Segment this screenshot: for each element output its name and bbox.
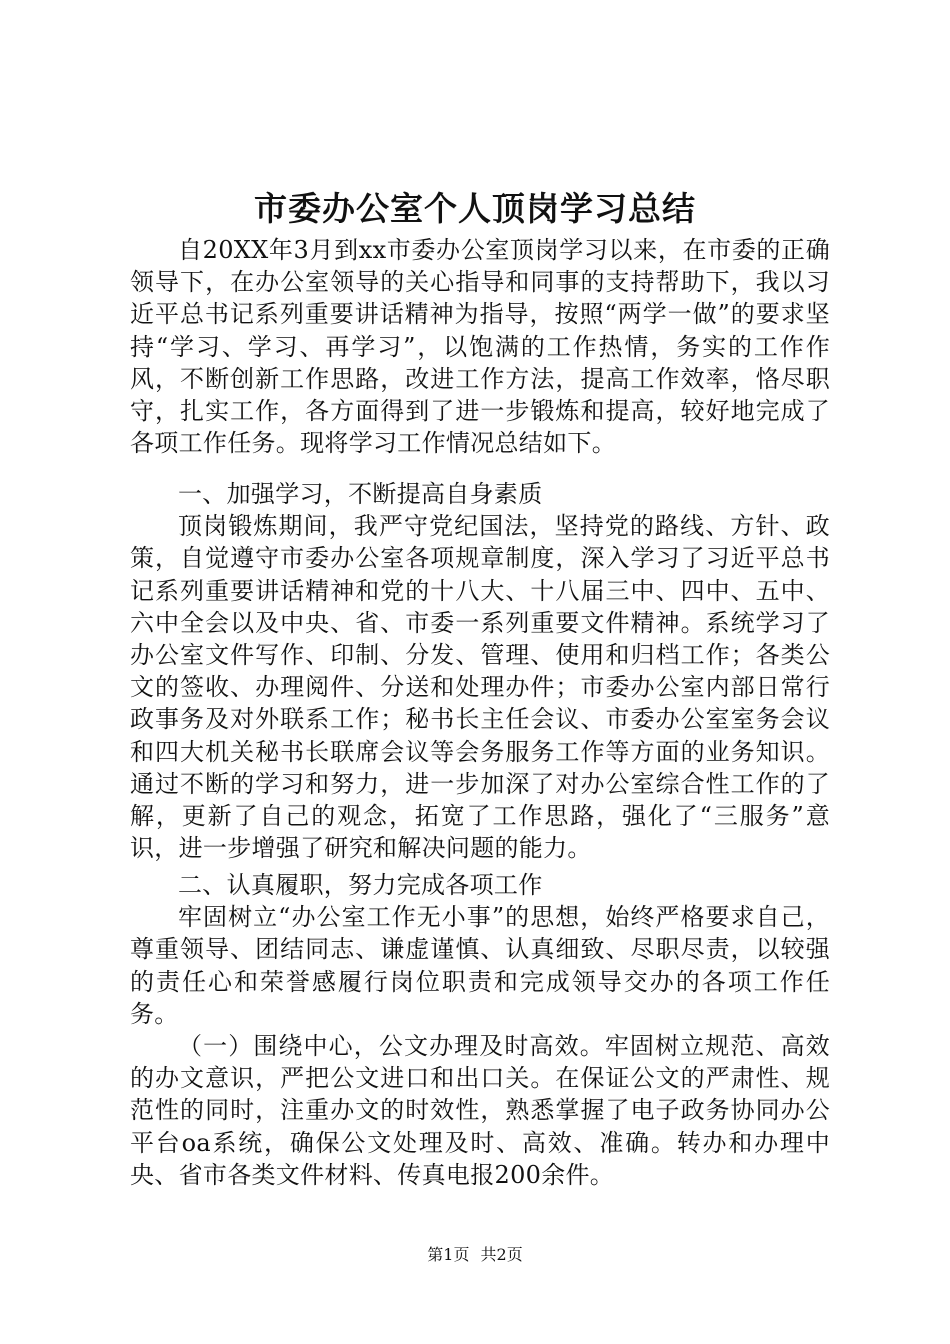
section-1 [130,478,830,864]
page-total: 共2页 [480,1245,523,1264]
intro-block [130,234,830,459]
document-title: 市委办公室个人顶岗学习总结 [254,189,696,228]
intro-paragraph: 自20XX年3月到xx市委办公室顶岗学习以来，在市委的正确领导下，在办公室领导的关心指导和同事的支持帮助下，我以习近平总书记系列重要讲话精神为指导，按照“两学一做”的要求坚持“学习、学习、再学习”，以饱满的工作热情，务实的工作作风，不断创新工作思路，改进工作方法，提高工作效率，恪尽职守，扎实工作，各方面得到了进一步锻炼和提高，较好地完成了各项工作任务。现将学习工作情况总结如下。 [130,236,830,458]
section-1-heading: 一、加强学习，不断提高自身素质 [178,480,543,508]
subsection-1-paragraph: （一）围绕中心，公文办理及时高效。牢固树立规范、高效的办文意识，严把公文进口和出口关。在保证公文的严肃性、规范性的同时，注重办文的时效性，熟悉掌握了电子政务协同办公平台oa系统，确保公文处理及时、高效、准确。转办和办理中央、省市各类文件材料、传真电报200余件。 [130,1032,830,1189]
section-2-paragraph: 牢固树立“办公室工作无小事”的思想，始终严格要求自己，尊重领导、团结同志、谦虚谨慎、认真细致、尽职尽责，以较强的责任心和荣誉感履行岗位职责和完成领导交办的各项工作任务。 [130,903,830,1028]
section-2 [130,869,830,1191]
section-1-paragraph: 顶岗锻炼期间，我严守党纪国法，坚持党的路线、方针、政策，自觉遵守市委办公室各项规章制度，深入学习了习近平总书记系列重要讲话精神和党的十八大、十八届三中、四中、五中、六中全会以及中央、省、市委一系列重要文件精神。系统学习了办公室文件写作、印制、分发、管理、使用和归档工作；各类公文的签收、办理阅件、分送和处理办件；市委办公室内部日常行政事务及对外联系工作；秘书长主任会议、市委办公室室务会议和四大机关秘书长联席会议等会务服务工作等方面的业务知识。通过不断的学习和努力，进一步加深了对办公室综合性工作的了解，更新了自己的观念，拓宽了工作思路，强化了“三服务”意识，进一步增强了研究和解决问题的能力。 [130,512,830,863]
page-number: 第1页 [427,1245,470,1264]
page-footer [0,1244,950,1266]
section-2-heading: 二、认真履职，努力完成各项工作 [178,871,543,899]
